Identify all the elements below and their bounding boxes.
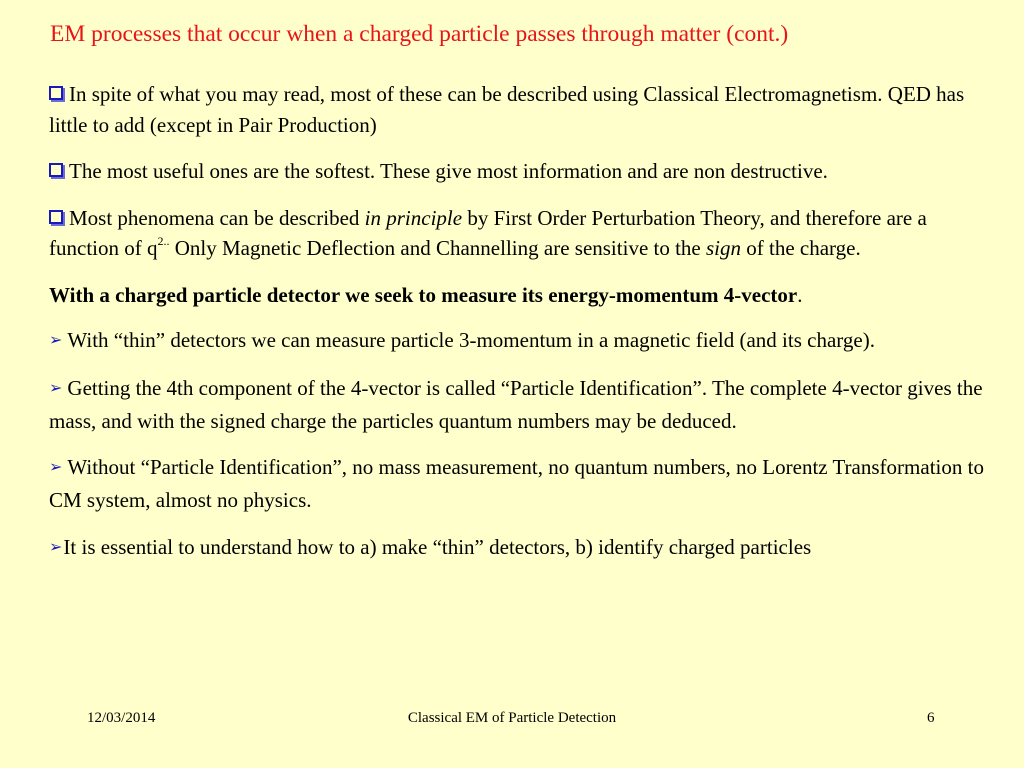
bullet-text: The most useful ones are the softest. These give most information and are non destructive. <box>69 159 828 184</box>
bullet-item <box>49 203 984 264</box>
arrow-bullet-text: With “thin” detectors we can measure particle 3-momentum in a magnetic field (and its charge). <box>67 327 875 352</box>
arrow-bullet-item <box>49 373 984 436</box>
bullet-text: by First Order Perturbation Theory, and therefore are a function of q <box>49 205 927 261</box>
footer-date: 12/03/2014 <box>87 710 156 726</box>
page-number: 6 <box>927 710 935 726</box>
bullet-item <box>49 79 984 140</box>
bullet-text: Only Magnetic Deflection and Channelling are sensitive to the <box>169 236 706 261</box>
slide-body <box>49 79 984 580</box>
arrow-bullet-icon: ➢ <box>49 457 63 477</box>
key-statement-bold: With a charged particle detector we seek to measure its energy-momentum 4-vector <box>49 282 798 307</box>
emphasis-text: sign <box>706 236 742 261</box>
arrow-bullet-text: It is essential to understand how to a) make “thin” detectors, b) identify charged particles <box>63 534 812 559</box>
bullet-text: Most phenomena can be described <box>69 205 365 230</box>
arrow-bullet-icon: ➢ <box>49 329 63 349</box>
arrow-bullet-text: Getting the 4th component of the 4-vector is called “Particle Identification”. The complete 4-vector gives the mass, and with the signed charge the particles quantum numbers may be deduced. <box>49 376 983 433</box>
key-statement-tail: . <box>797 282 803 307</box>
square-bullet-icon <box>49 163 63 177</box>
footer-title: Classical EM of Particle Detection <box>407 710 617 726</box>
arrow-bullet-item <box>49 325 984 358</box>
bullet-text: of the charge. <box>741 236 861 261</box>
key-statement <box>49 280 984 311</box>
arrow-bullet-text: Without “Particle Identification”, no mass measurement, no quantum numbers, no Lorentz Transformation to CM system, almost no physics. <box>49 455 984 512</box>
slide-title: EM processes that occur when a charged particle passes through matter (cont.) <box>50 21 789 47</box>
arrow-bullet-icon: ➢ <box>49 378 63 398</box>
superscript: 2.. <box>157 234 170 249</box>
arrow-bullet-item <box>49 452 984 515</box>
square-bullet-icon <box>49 86 63 100</box>
arrow-bullet-item <box>49 532 984 565</box>
emphasis-text: in principle <box>364 205 463 230</box>
arrow-bullet-icon: ➢ <box>49 536 63 556</box>
bullet-item <box>49 156 984 187</box>
bullet-text: In spite of what you may read, most of these can be described using Classical Electromagnetism. QED has little to add (except in Pair Production) <box>49 82 965 137</box>
square-bullet-icon <box>49 210 63 224</box>
